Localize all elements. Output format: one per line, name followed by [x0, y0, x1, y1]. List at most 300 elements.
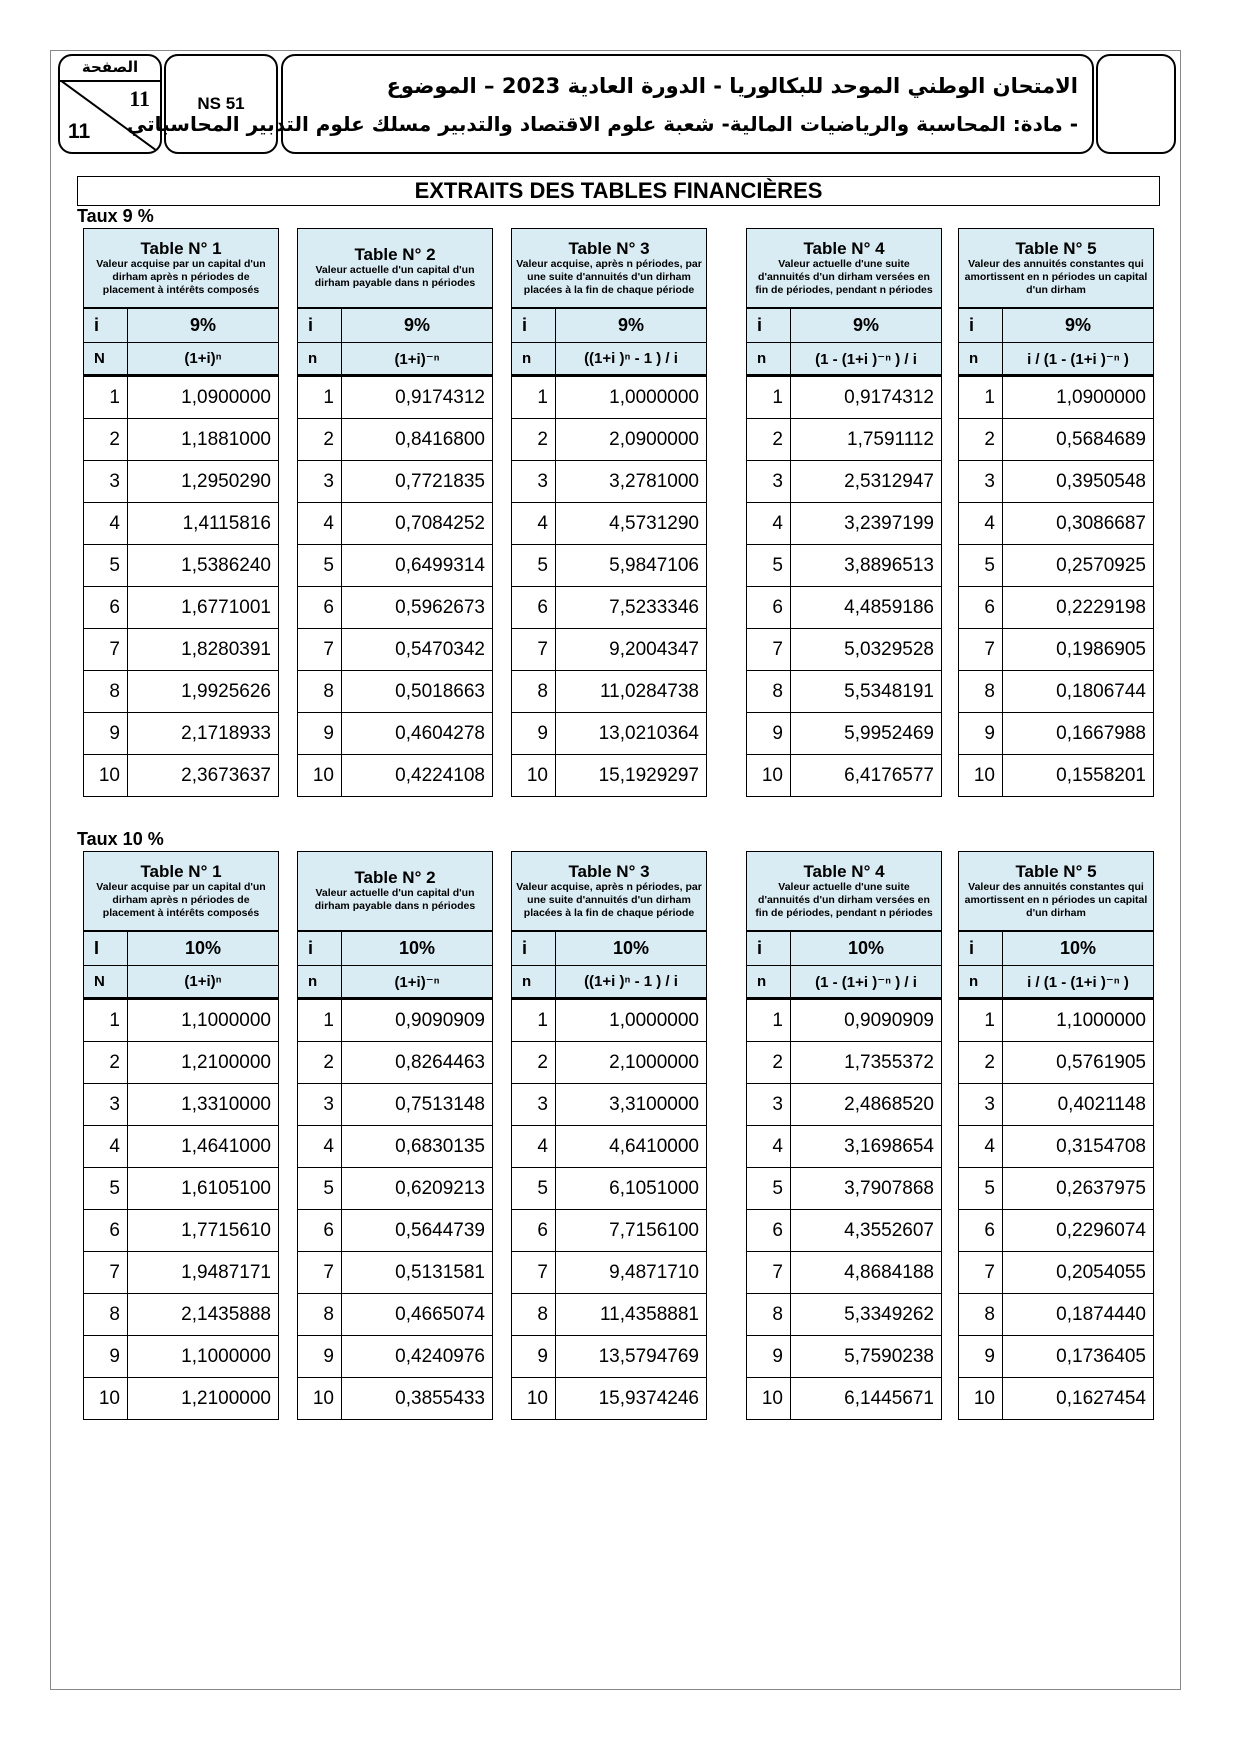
period-number: 10	[84, 755, 128, 796]
period-number: 4	[298, 1126, 342, 1167]
formula: (1 - (1+i )⁻ⁿ ) / i	[815, 350, 917, 368]
page-label: الصفحة	[60, 56, 160, 82]
table-row	[298, 1083, 492, 1125]
table-row	[747, 1041, 941, 1083]
table-row	[298, 544, 492, 586]
table-row	[512, 376, 706, 418]
period-number: 10	[512, 1378, 556, 1419]
table-header	[297, 228, 493, 308]
table-row	[512, 502, 706, 544]
period-number: 3	[298, 461, 342, 502]
table-value: 1,7355372	[844, 1051, 934, 1073]
period-number: 8	[84, 1294, 128, 1335]
rate-row	[747, 931, 941, 965]
table-row	[298, 1125, 492, 1167]
rate-value: 10%	[184, 938, 222, 958]
period-number: 6	[84, 1210, 128, 1251]
period-number: 9	[747, 1336, 791, 1377]
table-title: Table N° 2	[354, 245, 436, 264]
table-row	[747, 670, 941, 712]
table-description: Valeur acquise, après n périodes, par une suite d'annuités d'un dirham placées à la fin de chaque période	[516, 257, 702, 296]
period-symbol: n	[512, 343, 556, 374]
table-row	[84, 1377, 278, 1419]
table-row	[84, 1041, 278, 1083]
period-number: 5	[84, 545, 128, 586]
table-row	[959, 1167, 1153, 1209]
rate-symbol: i	[84, 309, 128, 342]
table-row	[512, 670, 706, 712]
table-value: 2,1435888	[181, 1303, 271, 1325]
table-row	[298, 1209, 492, 1251]
period-number: 2	[747, 1042, 791, 1083]
table-value: 15,9374246	[598, 1387, 699, 1409]
period-number: 9	[298, 1336, 342, 1377]
table-row	[747, 1167, 941, 1209]
table-value: 1,2950290	[181, 470, 271, 492]
table-row	[959, 1209, 1153, 1251]
table-row	[512, 1251, 706, 1293]
table-row	[747, 1335, 941, 1377]
table-value: 2,3673637	[181, 764, 271, 786]
table-row	[298, 754, 492, 796]
period-number: 10	[959, 755, 1003, 796]
period-number: 5	[959, 1168, 1003, 1209]
table-value: 0,5131581	[395, 1261, 485, 1283]
table-row	[298, 1251, 492, 1293]
table-row	[747, 1125, 941, 1167]
period-number: 7	[959, 629, 1003, 670]
rate-symbol: i	[512, 932, 556, 965]
period-number: 3	[747, 1084, 791, 1125]
table-value: 2,1000000	[609, 1051, 699, 1073]
table-row	[959, 1125, 1153, 1167]
rate-row	[959, 308, 1153, 342]
table-row	[959, 1041, 1153, 1083]
table-grid	[958, 931, 1154, 1420]
formula: (1+i)ⁿ	[184, 350, 222, 367]
period-number: 1	[512, 1000, 556, 1041]
table-row	[298, 418, 492, 460]
table-row	[512, 586, 706, 628]
table-row	[84, 628, 278, 670]
table-title: Table N° 3	[568, 861, 650, 881]
period-number: 7	[84, 629, 128, 670]
table-value: 0,7084252	[395, 512, 485, 534]
period-symbol: n	[959, 966, 1003, 997]
table-row	[84, 670, 278, 712]
period-number: 4	[512, 503, 556, 544]
table-grid	[746, 931, 942, 1420]
period-number: 3	[84, 1084, 128, 1125]
period-number: 7	[298, 1252, 342, 1293]
table-row	[959, 628, 1153, 670]
table-row	[959, 460, 1153, 502]
table-value: 4,4859186	[844, 596, 934, 618]
period-number: 5	[84, 1168, 128, 1209]
period-number: 7	[512, 629, 556, 670]
rate-symbol: i	[298, 932, 342, 965]
page-title: EXTRAITS DES TABLES FINANCIÈRES	[77, 176, 1160, 206]
table-value: 3,2781000	[609, 470, 699, 492]
table-value: 0,3950548	[1056, 470, 1146, 492]
page-total: 11	[68, 120, 91, 143]
rate-symbol: i	[959, 309, 1003, 342]
table-value: 1,7591112	[847, 428, 934, 450]
exam-subject: - مادة: المحاسبة والرياضيات المالية- شعبة علوم الاقتصاد والتدبير مسلك علوم التدبير المحاسباتي	[126, 112, 1078, 136]
period-number: 2	[512, 419, 556, 460]
table-value: 9,2004347	[609, 638, 699, 660]
table-value: 3,3100000	[609, 1093, 699, 1115]
table-value: 0,2054055	[1056, 1261, 1146, 1283]
table-row	[84, 1293, 278, 1335]
rate-value: 9%	[617, 315, 644, 335]
table-row	[747, 1377, 941, 1419]
period-number: 8	[747, 671, 791, 712]
period-number: 3	[84, 461, 128, 502]
rate-symbol: i	[298, 309, 342, 342]
table-value: 11,4358881	[600, 1303, 699, 1325]
table-value: 9,4871710	[609, 1261, 699, 1283]
table-value: 0,3086687	[1056, 512, 1146, 534]
period-symbol: n	[959, 343, 1003, 374]
period-number: 4	[747, 503, 791, 544]
table-row	[959, 1335, 1153, 1377]
table-title: Table N° 1	[140, 861, 222, 881]
table-description: Valeur actuelle d'une suite d'annuités d'un dirham versées en fin de périodes, pendant n périodes	[755, 880, 933, 919]
period-number: 7	[512, 1252, 556, 1293]
financial-table-4	[746, 228, 942, 797]
table-value: 0,4240976	[395, 1345, 485, 1367]
table-row	[298, 628, 492, 670]
table-title: Table N° 4	[803, 238, 885, 258]
period-number: 6	[298, 1210, 342, 1251]
formula: (1+i)ⁿ	[184, 973, 222, 990]
period-number: 5	[512, 545, 556, 586]
table-row	[84, 1167, 278, 1209]
period-number: 6	[959, 1210, 1003, 1251]
period-number: 3	[959, 461, 1003, 502]
table-row	[512, 1293, 706, 1335]
period-number: 10	[298, 1378, 342, 1419]
table-row	[512, 1377, 706, 1419]
table-row	[747, 1083, 941, 1125]
table-value: 0,5684689	[1056, 428, 1146, 450]
table-value: 1,8280391	[181, 638, 271, 660]
period-symbol: N	[84, 343, 128, 374]
table-grid	[83, 308, 279, 797]
period-number: 2	[84, 419, 128, 460]
period-number: 8	[959, 1294, 1003, 1335]
period-number: 9	[84, 1336, 128, 1377]
period-number: 1	[84, 377, 128, 418]
table-description: Valeur actuelle d'un capital d'un dirham payable dans n périodes	[314, 264, 476, 289]
period-number: 4	[84, 503, 128, 544]
table-row	[747, 502, 941, 544]
rate-value: 9%	[403, 315, 430, 335]
financial-table-2	[297, 228, 493, 797]
table-title: Table N° 5	[1015, 238, 1097, 258]
table-value: 6,1445671	[844, 1387, 934, 1409]
period-number: 4	[959, 1126, 1003, 1167]
table-value: 1,1000000	[181, 1009, 271, 1031]
formula-row	[959, 342, 1153, 376]
period-number: 1	[959, 1000, 1003, 1041]
table-value: 5,9847106	[609, 554, 699, 576]
table-header	[958, 851, 1154, 931]
rate-row	[298, 308, 492, 342]
rate-row	[512, 308, 706, 342]
table-description: Valeur acquise par un capital d'un dirham après n périodes de placement à intérêts composés	[96, 880, 266, 919]
period-number: 8	[84, 671, 128, 712]
table-value: 3,1698654	[844, 1135, 934, 1157]
table-grid	[297, 931, 493, 1420]
table-header	[83, 851, 279, 931]
period-number: 5	[747, 545, 791, 586]
table-row	[84, 999, 278, 1041]
table-value: 0,3855433	[395, 1387, 485, 1409]
blank-header-box	[1096, 54, 1176, 154]
table-title: Table N° 1	[140, 238, 222, 258]
period-number: 3	[298, 1084, 342, 1125]
table-row	[512, 1083, 706, 1125]
table-value: 1,6105100	[181, 1177, 271, 1199]
table-value: 0,2296074	[1056, 1219, 1146, 1241]
period-symbol: n	[512, 966, 556, 997]
period-number: 2	[959, 419, 1003, 460]
table-grid	[83, 931, 279, 1420]
table-value: 5,7590238	[844, 1345, 934, 1367]
table-description: Valeur actuelle d'un capital d'un dirham payable dans n périodes	[314, 887, 476, 912]
period-number: 8	[298, 1294, 342, 1335]
table-grid	[297, 308, 493, 797]
rate-value: 10%	[1059, 938, 1097, 958]
period-number: 9	[84, 713, 128, 754]
period-number: 6	[747, 587, 791, 628]
table-value: 7,7156100	[609, 1219, 699, 1241]
table-row	[959, 1293, 1153, 1335]
formula-row	[512, 342, 706, 376]
table-row	[298, 712, 492, 754]
table-value: 15,1929297	[598, 764, 699, 786]
period-number: 1	[298, 1000, 342, 1041]
period-number: 8	[298, 671, 342, 712]
period-number: 10	[84, 1378, 128, 1419]
financial-table-2	[297, 851, 493, 1420]
formula: ((1+i )ⁿ - 1 ) / i	[584, 973, 678, 990]
period-number: 5	[512, 1168, 556, 1209]
table-value: 0,2570925	[1056, 554, 1146, 576]
table-row	[84, 1335, 278, 1377]
rate-symbol: i	[512, 309, 556, 342]
table-value: 0,5018663	[395, 680, 485, 702]
formula-row	[298, 342, 492, 376]
period-number: 9	[959, 713, 1003, 754]
rate-value: 9%	[189, 315, 216, 335]
table-row	[84, 1125, 278, 1167]
formula: i / (1 - (1+i )⁻ⁿ )	[1027, 350, 1129, 368]
rate-label: Taux 10 %	[77, 829, 164, 849]
formula-row	[84, 342, 278, 376]
period-number: 10	[747, 1378, 791, 1419]
financial-table-3	[511, 851, 707, 1420]
period-number: 9	[959, 1336, 1003, 1377]
financial-table-5	[958, 851, 1154, 1420]
table-row	[298, 502, 492, 544]
period-number: 7	[84, 1252, 128, 1293]
table-row	[747, 1209, 941, 1251]
table-title: Table N° 4	[803, 861, 885, 881]
period-number: 8	[959, 671, 1003, 712]
period-number: 2	[298, 419, 342, 460]
formula-row	[512, 965, 706, 999]
period-number: 6	[298, 587, 342, 628]
table-row	[747, 754, 941, 796]
table-value: 1,0900000	[1056, 386, 1146, 408]
table-value: 4,8684188	[844, 1261, 934, 1283]
table-value: 1,9925626	[181, 680, 271, 702]
table-value: 4,6410000	[609, 1135, 699, 1157]
table-row	[959, 999, 1153, 1041]
table-value: 0,2637975	[1056, 1177, 1146, 1199]
page-number-box	[58, 54, 162, 154]
table-row	[298, 1377, 492, 1419]
table-row	[298, 460, 492, 502]
period-number: 6	[747, 1210, 791, 1251]
rate-symbol: i	[747, 309, 791, 342]
rate-row	[512, 931, 706, 965]
table-value: 1,6771001	[181, 596, 271, 618]
period-number: 7	[747, 1252, 791, 1293]
period-number: 1	[512, 377, 556, 418]
period-symbol: N	[84, 966, 128, 997]
period-number: 3	[959, 1084, 1003, 1125]
period-number: 10	[959, 1378, 1003, 1419]
table-value: 11,0284738	[600, 680, 699, 702]
period-number: 1	[959, 377, 1003, 418]
period-number: 6	[959, 587, 1003, 628]
table-value: 0,9090909	[844, 1009, 934, 1031]
table-value: 1,1000000	[1056, 1009, 1146, 1031]
period-number: 3	[512, 461, 556, 502]
rate-value: 9%	[852, 315, 879, 335]
table-value: 0,5962673	[395, 596, 485, 618]
table-row	[298, 999, 492, 1041]
table-value: 7,5233346	[609, 596, 699, 618]
table-row	[747, 1293, 941, 1335]
period-number: 5	[959, 545, 1003, 586]
table-value: 0,6499314	[395, 554, 485, 576]
table-header	[511, 228, 707, 308]
table-value: 1,0900000	[181, 386, 271, 408]
table-row	[512, 1167, 706, 1209]
table-row	[298, 1167, 492, 1209]
table-row	[747, 460, 941, 502]
period-number: 5	[298, 1168, 342, 1209]
table-row	[959, 1377, 1153, 1419]
table-row	[298, 1041, 492, 1083]
table-row	[84, 586, 278, 628]
table-value: 1,2100000	[181, 1051, 271, 1073]
table-row	[84, 460, 278, 502]
table-value: 0,1736405	[1056, 1345, 1146, 1367]
period-symbol: n	[298, 343, 342, 374]
exam-title: الامتحان الوطني الموحد للبكالوريا - الدورة العادية 2023 – الموضوع	[386, 74, 1078, 98]
financial-table-3	[511, 228, 707, 797]
period-symbol: n	[747, 966, 791, 997]
table-value: 2,1718933	[181, 722, 271, 744]
table-value: 0,1667988	[1056, 722, 1146, 744]
period-number: 10	[298, 755, 342, 796]
table-grid	[511, 931, 707, 1420]
table-value: 0,2229198	[1056, 596, 1146, 618]
table-row	[959, 586, 1153, 628]
table-value: 3,2397199	[844, 512, 934, 534]
table-description: Valeur acquise par un capital d'un dirham après n périodes de placement à intérêts composés	[96, 257, 266, 296]
period-number: 6	[512, 587, 556, 628]
table-row	[747, 586, 941, 628]
table-row	[747, 544, 941, 586]
table-value: 1,9487171	[181, 1261, 271, 1283]
table-row	[512, 754, 706, 796]
table-header	[958, 228, 1154, 308]
period-number: 9	[512, 1336, 556, 1377]
formula: (1+i)⁻ⁿ	[394, 350, 440, 368]
table-value: 0,8264463	[395, 1051, 485, 1073]
table-header	[297, 851, 493, 931]
table-row	[84, 1209, 278, 1251]
period-number: 4	[298, 503, 342, 544]
period-number: 4	[959, 503, 1003, 544]
formula-row	[747, 342, 941, 376]
table-row	[84, 544, 278, 586]
financial-table-5	[958, 228, 1154, 797]
page-current: 11	[129, 86, 150, 111]
table-row	[747, 418, 941, 460]
table-row	[84, 502, 278, 544]
table-grid	[958, 308, 1154, 797]
period-number: 8	[512, 1294, 556, 1335]
table-value: 0,4604278	[395, 722, 485, 744]
table-value: 0,9174312	[395, 386, 485, 408]
table-row	[959, 418, 1153, 460]
table-value: 0,1806744	[1056, 680, 1146, 702]
table-value: 6,4176577	[844, 764, 934, 786]
table-header	[83, 228, 279, 308]
table-row	[747, 712, 941, 754]
table-value: 0,5644739	[395, 1219, 485, 1241]
table-value: 0,3154708	[1056, 1135, 1146, 1157]
table-row	[512, 460, 706, 502]
formula-row	[298, 965, 492, 999]
rate-value: 9%	[1064, 315, 1091, 335]
period-number: 10	[747, 755, 791, 796]
table-value: 0,4665074	[395, 1303, 485, 1325]
table-value: 1,0000000	[609, 386, 699, 408]
table-value: 0,6830135	[395, 1135, 485, 1157]
table-row	[84, 1083, 278, 1125]
table-row	[84, 418, 278, 460]
table-row	[747, 1251, 941, 1293]
period-number: 4	[84, 1126, 128, 1167]
table-value: 2,4868520	[844, 1093, 934, 1115]
rate-row	[747, 308, 941, 342]
financial-table-1	[83, 851, 279, 1420]
table-value: 0,6209213	[395, 1177, 485, 1199]
table-description: Valeur acquise, après n périodes, par une suite d'annuités d'un dirham placées à la fin de chaque période	[516, 880, 702, 919]
rate-value: 10%	[398, 938, 436, 958]
period-number: 2	[298, 1042, 342, 1083]
table-value: 1,7715610	[181, 1219, 271, 1241]
